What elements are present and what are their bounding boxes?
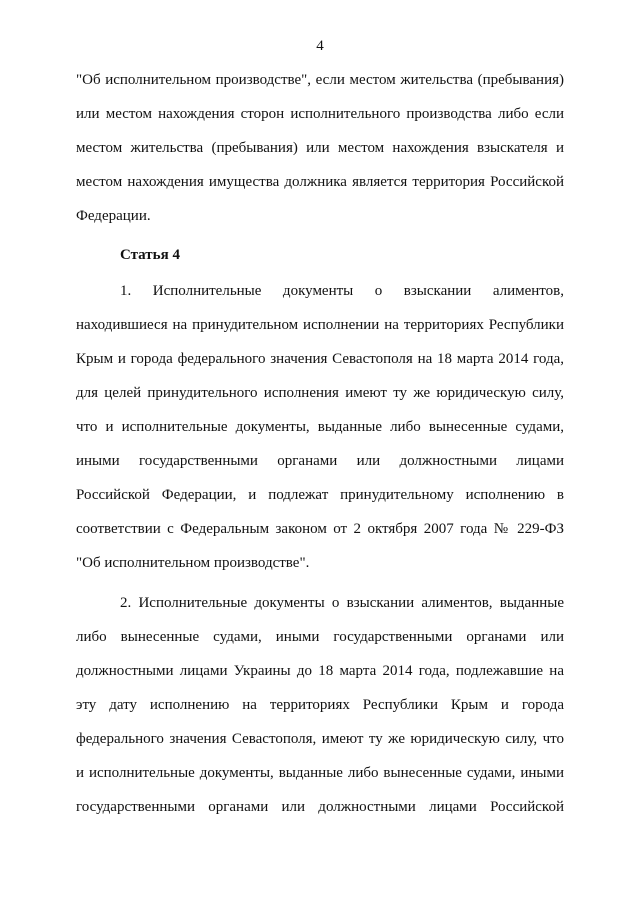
- document-body: [76, 68, 564, 829]
- paragraph-2: [76, 591, 564, 829]
- text-line: или местом нахождения сторон исполнительного производства либо если: [76, 106, 564, 122]
- text-line: Российской Федерации, и подлежат принудительному исполнению в: [76, 487, 564, 503]
- page-number: 4: [316, 38, 324, 54]
- text-line: "Об исполнительном производстве".: [76, 555, 310, 571]
- text-line: либо вынесенные судами, иными государственными органами или: [76, 629, 564, 645]
- text-line: 2. Исполнительные документы о взыскании алиментов, выданные: [120, 595, 564, 611]
- text-line: "Об исполнительном производстве", если местом жительства (пребывания): [76, 72, 564, 88]
- paragraph-continuation: [76, 68, 564, 238]
- text-line: Федерации.: [76, 208, 151, 224]
- text-line: эту дату исполнению на территориях Республики Крым и города: [76, 697, 564, 713]
- text-line: иными государственными органами или должностными лицами: [76, 453, 564, 469]
- text-line: Крым и города федерального значения Севастополя на 18 марта 2014 года,: [76, 351, 564, 367]
- text-line: местом жительства (пребывания) или местом нахождения взыскателя и: [76, 140, 564, 156]
- text-line: соответствии с Федеральным законом от 2 октября 2007 года № 229-ФЗ: [76, 521, 564, 537]
- text-line: государственными органами или должностными лицами Российской: [76, 799, 564, 815]
- article-heading: Статья 4: [120, 247, 180, 263]
- text-line: находившиеся на принудительном исполнении на территориях Республики: [76, 317, 564, 333]
- text-line: должностными лицами Украины до 18 марта 2014 года, подлежавшие на: [76, 663, 564, 679]
- text-line: что и исполнительные документы, выданные либо вынесенные судами,: [76, 419, 564, 435]
- text-line: 1. Исполнительные документы о взыскании алиментов,: [120, 283, 564, 299]
- text-line: и исполнительные документы, выданные либо вынесенные судами, иными: [76, 765, 564, 781]
- text-line: федерального значения Севастополя, имеют ту же юридическую силу, что: [76, 731, 564, 747]
- paragraph-1: [76, 279, 564, 585]
- text-line: для целей принудительного исполнения имеют ту же юридическую силу,: [76, 385, 564, 401]
- text-line: местом нахождения имущества должника является территория Российской: [76, 174, 564, 190]
